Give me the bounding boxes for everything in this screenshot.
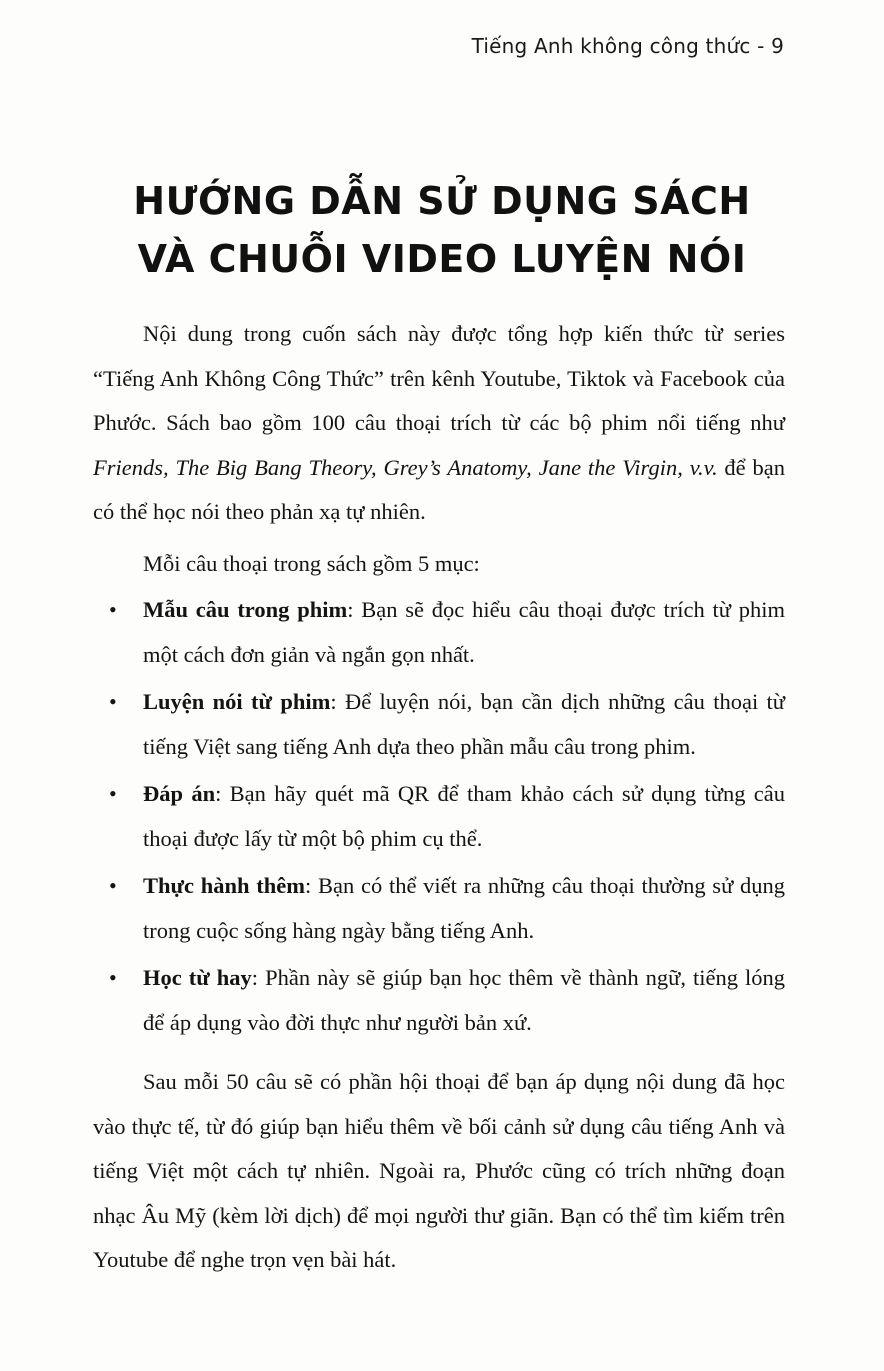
list-item: [93, 772, 785, 861]
closing-paragraph: Sau mỗi 50 câu sẽ có phần hội thoại để bạn áp dụng nội dung đã học vào thực tế, từ đó giúp bạn hiểu thêm về bối cảnh sử dụng câu tiếng Anh và tiếng Việt một cách tự nhiên. Ngoài ra, Phước cũng có trích những đoạn nhạc Âu Mỹ (kèm lời dịch) để mọi người thư giãn. Bạn có thể tìm kiếm trên Youtube để nghe trọn vẹn bài hát.: [93, 1069, 785, 1272]
intro-paragraph: [93, 312, 785, 535]
bullet-symbol: •: [109, 965, 117, 990]
list-item: [93, 680, 785, 769]
bullet-desc: : Phần này sẽ giúp bạn học thêm về thành ngữ, tiếng lóng để áp dụng vào đời thực như người bản xứ.: [143, 965, 786, 1035]
bullet-symbol: •: [109, 781, 117, 806]
bullet-term: Đáp án: [143, 781, 216, 806]
bullet-symbol: •: [109, 873, 117, 898]
bullet-desc: : Để luyện nói, bạn cần dịch những câu thoại từ tiếng Việt sang tiếng Anh dựa theo phần mẫu câu trong phim.: [143, 689, 785, 759]
bullet-term: Học từ hay: [143, 965, 252, 990]
bullet-term: Luyện nói từ phim: [143, 689, 331, 714]
bullet-term: Thực hành thêm: [143, 873, 306, 898]
title-line-1: HƯỚNG DẪN SỬ DỤNG SÁCH: [133, 179, 751, 223]
running-header: Tiếng Anh không công thức - 9: [471, 34, 784, 58]
intro-film-titles: Friends, The Big Bang Theory, Grey’s Anatomy, Jane the Virgin, v.v.: [93, 454, 718, 480]
intro-text-after: để bạn có thể học nói theo phản xạ tự nhiên.: [93, 454, 785, 524]
bullet-desc: : Bạn hãy quét mã QR để tham khảo cách sử dụng từng câu thoại được lấy từ một bộ phim cụ thể.: [143, 781, 785, 851]
bullet-desc: : Bạn có thể viết ra những câu thoại thường sử dụng trong cuộc sống hàng ngày bằng tiếng Anh.: [143, 873, 785, 943]
intro-text-before: Nội dung trong cuốn sách này được tổng hợp kiến thức từ series “Tiếng Anh Không Công Thức” trên kênh Youtube, Tiktok và Facebook của Phước. Sách bao gồm 100 câu thoại trích từ các bộ phim nổi tiếng như: [93, 321, 785, 435]
sections-intro: Mỗi câu thoại trong sách gồm 5 mục:: [143, 551, 480, 576]
sections-list: [93, 588, 785, 1048]
bullet-term: Mẫu câu trong phim: [143, 597, 348, 622]
list-item: [93, 864, 785, 953]
bullet-desc: : Bạn sẽ đọc hiểu câu thoại được trích từ phim một cách đơn giản và ngắn gọn nhất.: [143, 597, 786, 667]
bullet-symbol: •: [109, 689, 117, 714]
list-item: [93, 588, 785, 677]
list-item: [93, 956, 785, 1045]
title-line-2: VÀ CHUỖI VIDEO LUYỆN NÓI: [137, 237, 747, 281]
bullet-symbol: •: [109, 597, 117, 622]
page-title: [0, 172, 884, 288]
